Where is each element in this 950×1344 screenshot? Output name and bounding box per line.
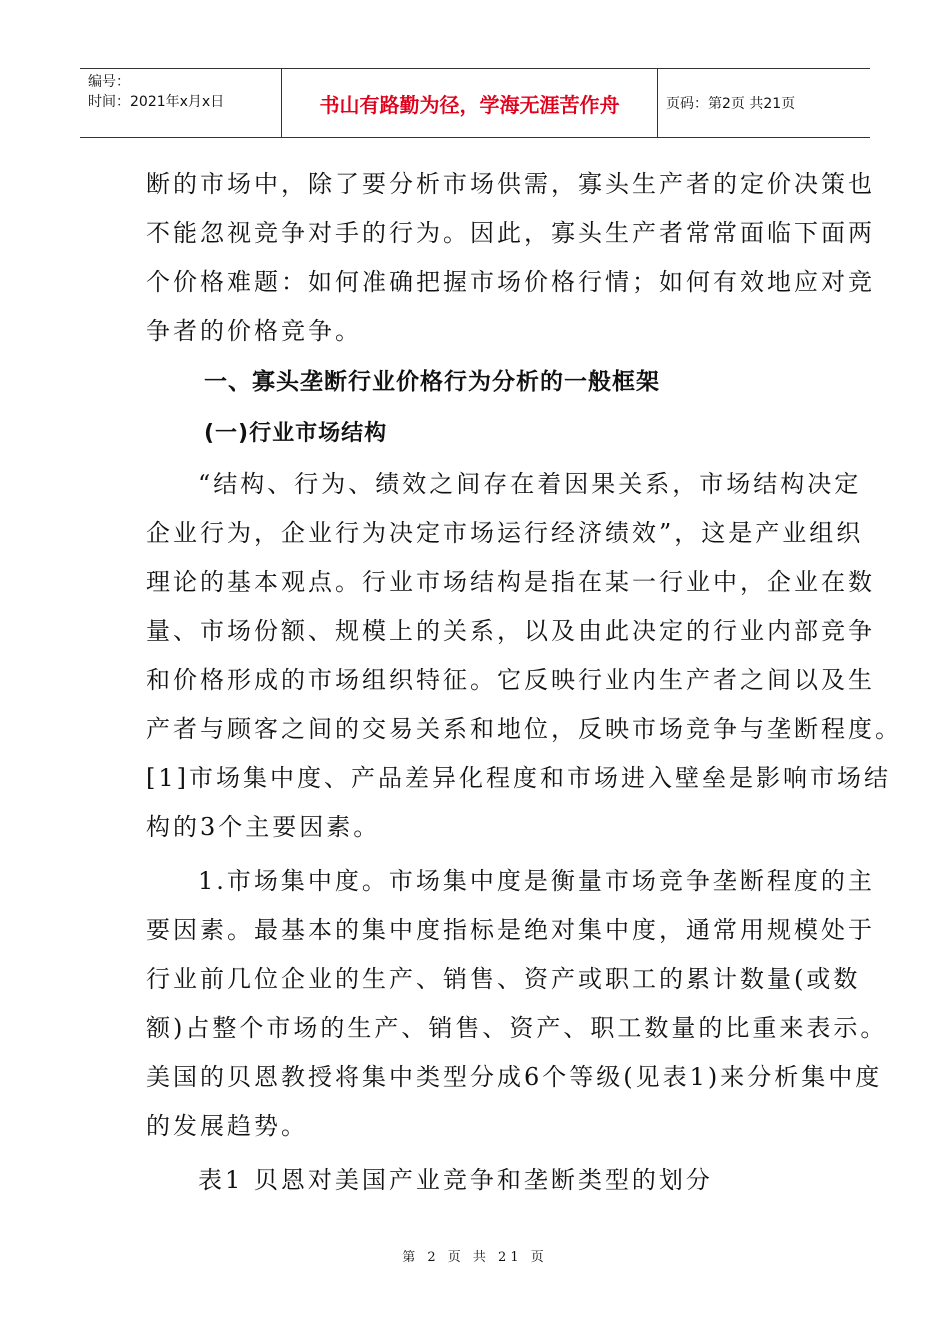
table-caption: 表1 贝恩对美国产业竞争和垄断类型的划分	[198, 1166, 713, 1194]
text-line: 理论的基本观点。行业市场结构是指在某一行业中，企业在数	[146, 568, 875, 596]
subsection-heading: (一)行业市场结构	[204, 421, 388, 446]
text-line: 美国的贝恩教授将集中类型分成6个等级(见表1)来分析集中度	[146, 1063, 883, 1091]
header-meta	[80, 69, 282, 137]
text-line: 和价格形成的市场组织特征。它反映行业内生产者之间以及生	[146, 666, 875, 694]
page-footer: 第 2 页 共 21 页	[402, 1250, 548, 1265]
paragraph-market-structure	[146, 460, 902, 852]
header-motto: 书山有路勤为径，学海无涯苦作舟	[282, 69, 658, 137]
text-line: 不能忽视竞争对手的行为。因此，寡头生产者常常面临下面两	[146, 219, 875, 247]
text-line: 1.市场集中度。市场集中度是衡量市场竞争垄断程度的主	[198, 867, 875, 895]
section-heading: 一、寡头垄断行业价格行为分析的一般框架	[204, 369, 660, 395]
document-date: 时间：2021年x月x日	[88, 94, 225, 110]
text-line: 构的3个主要因素。	[146, 813, 381, 841]
header-page-code: 页码：第2页 共21页	[666, 96, 796, 112]
page-header	[80, 68, 870, 138]
text-line: 个价格难题：如何准确把握市场价格行情；如何有效地应对竞	[146, 268, 875, 296]
text-line: 企业行为，企业行为决定市场运行经济绩效”，这是产业组织	[146, 519, 864, 547]
text-line: 的发展趋势。	[146, 1112, 308, 1140]
text-line: 行业前几位企业的生产、销售、资产或职工的累计数量(或数	[146, 965, 861, 993]
text-line: 要因素。最基本的集中度指标是绝对集中度，通常用规模处于	[146, 916, 875, 944]
text-line: 争者的价格竞争。	[146, 317, 362, 345]
text-line: “结构、行为、绩效之间存在着因果关系，市场结构决定	[198, 470, 862, 498]
text-line: 断的市场中，除了要分析市场供需，寡头生产者的定价决策也	[146, 170, 875, 198]
text-line: 量、市场份额、规模上的关系，以及由此决定的行业内部竞争	[146, 617, 875, 645]
document-body	[146, 160, 902, 1205]
text-line: [1]市场集中度、产品差异化程度和市场进入壁垒是影响市场结	[146, 764, 891, 792]
document-number-label: 编号：	[88, 74, 130, 90]
paragraph-concentration	[146, 857, 888, 1151]
paragraph-intro	[146, 160, 875, 356]
text-line: 产者与顾客之间的交易关系和地位，反映市场竞争与垄断程度。	[146, 715, 902, 743]
text-line: 额)占整个市场的生产、销售、资产、职工数量的比重来表示。	[146, 1014, 888, 1042]
